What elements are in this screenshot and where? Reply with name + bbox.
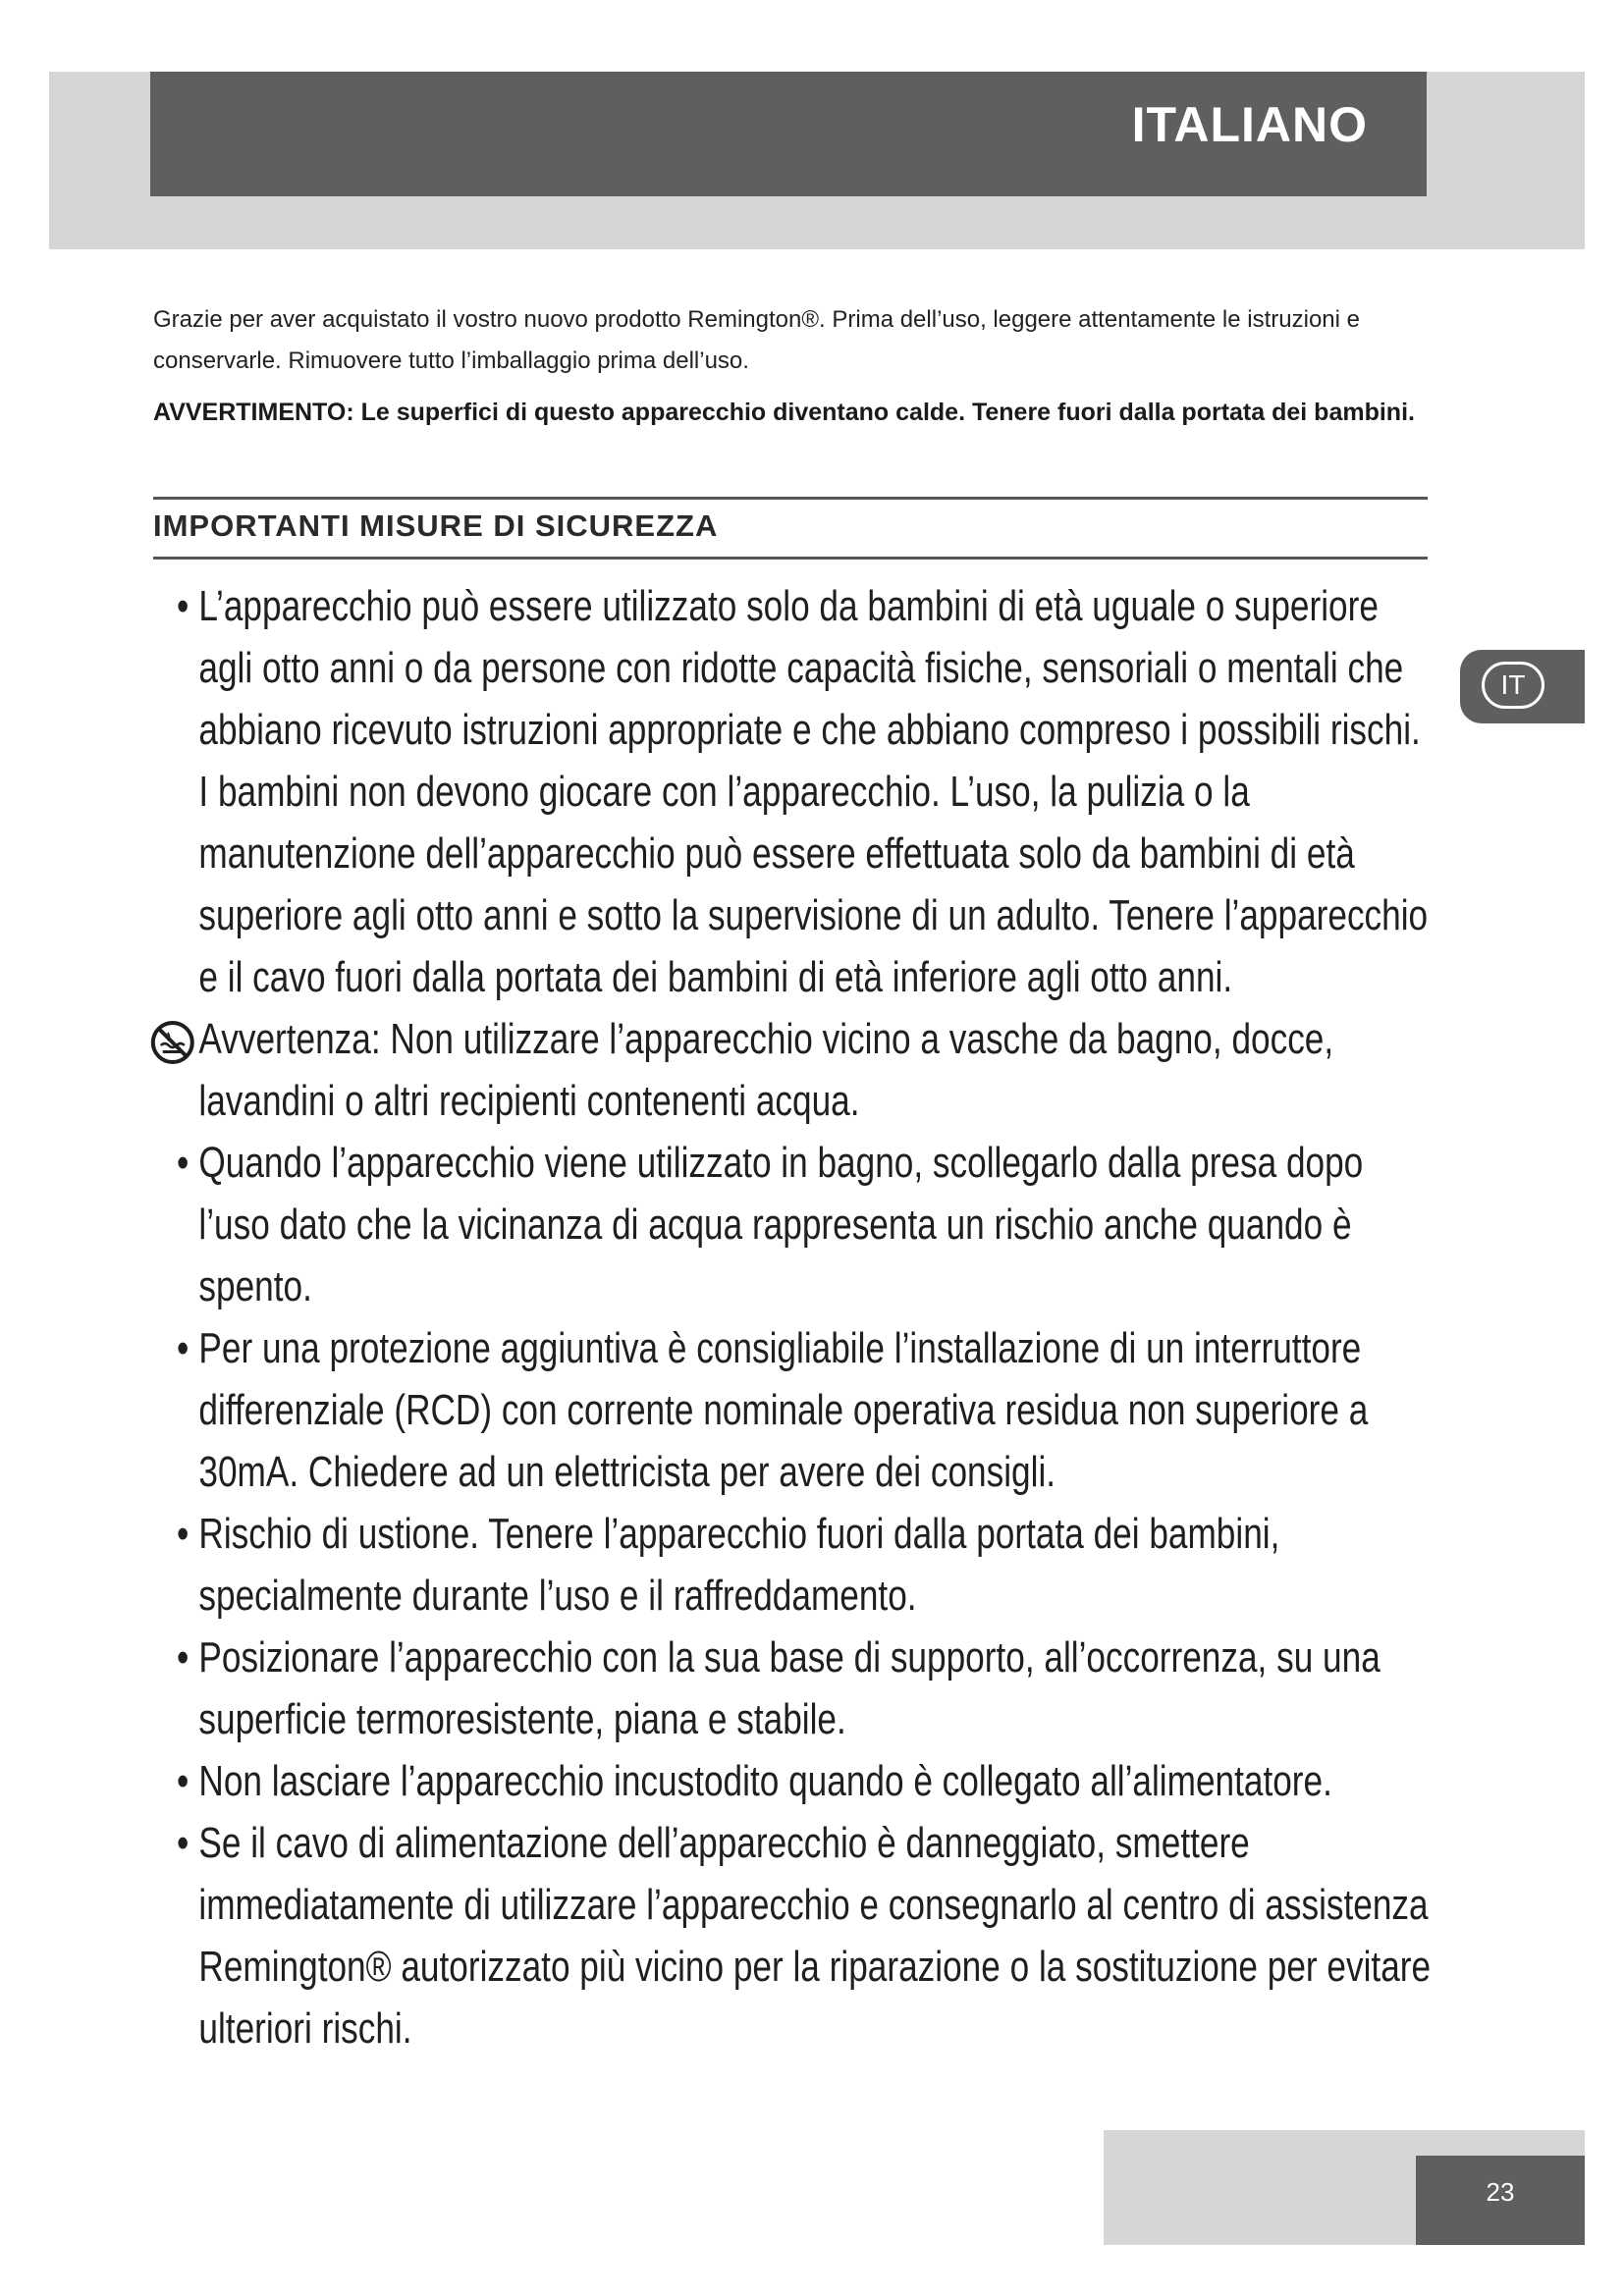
section-rule-top: [153, 497, 1428, 500]
header-title-bar: [150, 72, 1427, 196]
list-item: • Se il cavo di alimentazione dell’apparecchio è danneggiato, smettere immediatamente di utilizzare l’apparecchio e consegnarlo al centro di assistenza Remington® autorizzato più vicino per la riparazione o la sostituzione per evitare ulteriori rischi.: [177, 1819, 1432, 2053]
list-item: • Rischio di ustione. Tenere l’apparecchio fuori dalla portata dei bambini, specialmente durante l’uso e il raffreddamento.: [177, 1510, 1280, 1620]
no-bath-water-icon: [150, 1020, 195, 1065]
list-item: • Non lasciare l’apparecchio incustodito quando è collegato all’alimentatore.: [177, 1757, 1332, 1805]
section-title: IMPORTANTI MISURE DI SICUREZZA: [153, 508, 719, 543]
list-item: • Quando l’apparecchio viene utilizzato in bagno, scollegarlo dalla presa dopo l’uso dato che la vicinanza di acqua rappresenta un rischio anche quando è spento.: [177, 1139, 1364, 1310]
intro-paragraph: Grazie per aver acquistato il vostro nuovo prodotto Remington®. Prima dell’uso, leggere attentamente le istruzioni e conservarle. Rimuovere tutto l’imballaggio prima dell’uso.: [153, 306, 1360, 374]
footer-page-box: [1416, 2156, 1585, 2245]
language-title: ITALIANO: [1131, 97, 1368, 152]
section-rule-bottom: [153, 557, 1428, 560]
list-item-warning: Avvertenza: Non utilizzare l’apparecchio vicino a vasche da bagno, docce, lavandini o altri recipienti contenenti acqua.: [153, 1008, 1439, 1132]
page-number: 23: [1486, 2177, 1515, 2207]
safety-list: [153, 575, 1439, 2059]
list-item: • L’apparecchio può essere utilizzato solo da bambini di età uguale o superiore agli otto anni o da persone con ridotte capacità fisiche, sensoriali o mentali che abbiano ricevuto istruzioni appropriate e che abbiano compreso i possibili rischi. I bambini non devono giocare con l’apparecchio. L’uso, la pulizia o la manutenzione dell’apparecchio può essere effettuata solo da bambini di età superiore agli otto anni e sotto la supervisione di un adulto. Tenere l’apparecchio e il cavo fuori dalla portata dei bambini di età inferiore agli otto anni.: [177, 582, 1429, 1001]
language-badge: IT: [1482, 662, 1544, 709]
list-item: • Posizionare l’apparecchio con la sua base di supporto, all’occorrenza, su una superficie termoresistente, piana e stabile.: [177, 1633, 1380, 1743]
language-side-tab: [1460, 650, 1585, 723]
list-item: • Per una protezione aggiuntiva è consigliabile l’installazione di un interruttore differenziale (RCD) con corrente nominale operativa residua non superiore a 30mA. Chiedere ad un elettricista per avere dei consigli.: [177, 1324, 1369, 1496]
warning-paragraph: AVVERTIMENTO: Le superfici di questo apparecchio diventano calde. Tenere fuori dalla portata dei bambini.: [153, 399, 1415, 426]
